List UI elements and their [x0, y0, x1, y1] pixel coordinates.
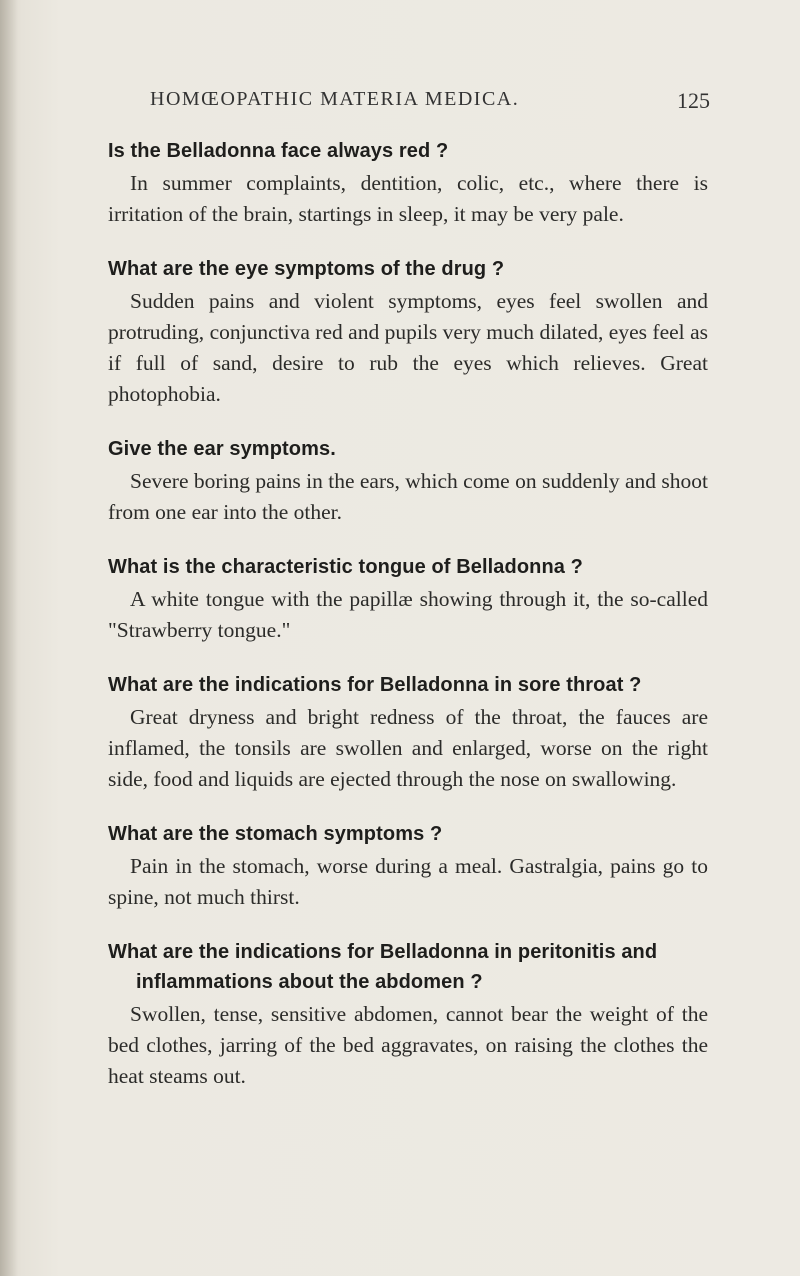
answer: A white tongue with the papillæ showing through it, the so-called "Strawberry tongue.": [108, 587, 708, 642]
answer: Great dryness and bright redness of the throat, the fauces are inflamed, the tonsils are swollen and enlarged, worse on the right side, food and liquids are ejected through the nose on swallowing.: [108, 705, 708, 791]
answer: Swollen, tense, sensitive abdomen, cannot bear the weight of the bed clothes, jarring of the bed aggravates, on raising the clothes the heat steams out.: [108, 1002, 708, 1088]
page-content: [108, 136, 708, 1116]
qa-item: [108, 136, 708, 230]
answer: In summer complaints, dentition, colic, etc., where there is irritation of the brain, startings in sleep, it may be very pale.: [108, 171, 708, 226]
question: What are the stomach symptoms ?: [108, 823, 443, 845]
running-title: HOMŒOPATHIC MATERIA MEDICA.: [150, 88, 520, 110]
answer: Severe boring pains in the ears, which come on suddenly and shoot from one ear into the other.: [108, 469, 708, 524]
question: Give the ear symptoms.: [108, 438, 336, 460]
page-number: 125: [677, 88, 710, 113]
qa-item: [108, 819, 708, 913]
qa-item: [108, 670, 708, 795]
qa-item: [108, 254, 708, 410]
spine-shadow: [0, 0, 18, 1276]
question: What are the eye symptoms of the drug ?: [108, 258, 505, 280]
question: What are the indications for Belladonna in sore throat ?: [108, 674, 642, 696]
question: Is the Belladonna face always red ?: [108, 140, 449, 162]
answer: Sudden pains and violent symptoms, eyes feel swollen and protruding, conjunctiva red and pupils very much dilated, eyes feel as if full of sand, desire to rub the eyes which relieves. Great photophobia.: [108, 289, 708, 406]
question: What is the characteristic tongue of Belladonna ?: [108, 556, 583, 578]
qa-item: [108, 937, 708, 1092]
answer: Pain in the stomach, worse during a meal. Gastralgia, pains go to spine, not much thirst.: [108, 854, 708, 909]
qa-item: [108, 552, 708, 646]
question: What are the indications for Belladonna in peritonitis and inflammations about the abdomen ?: [108, 941, 658, 993]
qa-item: [108, 434, 708, 528]
